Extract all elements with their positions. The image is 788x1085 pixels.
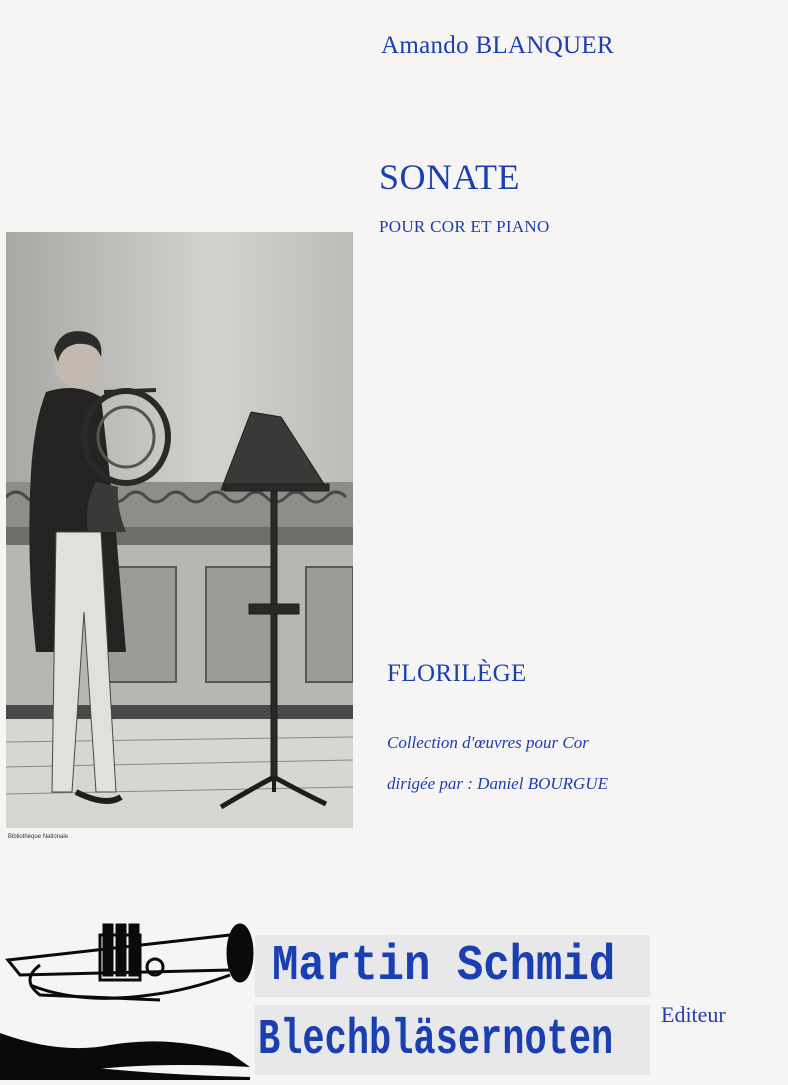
series-title: FLORILÈGE <box>387 660 527 687</box>
publisher-role: Editeur <box>661 1002 726 1027</box>
publisher-subline: Blechbläsernoten <box>258 1012 614 1069</box>
publisher-name: Martin Schmid <box>272 938 616 995</box>
illustration-credit: Bibliothèque Nationale <box>8 834 69 840</box>
work-title: SONATE <box>379 157 521 197</box>
director-line: dirigée par : Daniel BOURGUE <box>387 774 608 793</box>
horn-player-illustration <box>6 232 353 828</box>
horn-player-engraving-icon <box>6 232 353 828</box>
collection-line: Collection d'œuvres pour Cor <box>387 733 589 752</box>
work-subtitle: POUR COR ET PIANO <box>379 217 550 236</box>
composer-name: Amando BLANQUER <box>381 32 614 59</box>
